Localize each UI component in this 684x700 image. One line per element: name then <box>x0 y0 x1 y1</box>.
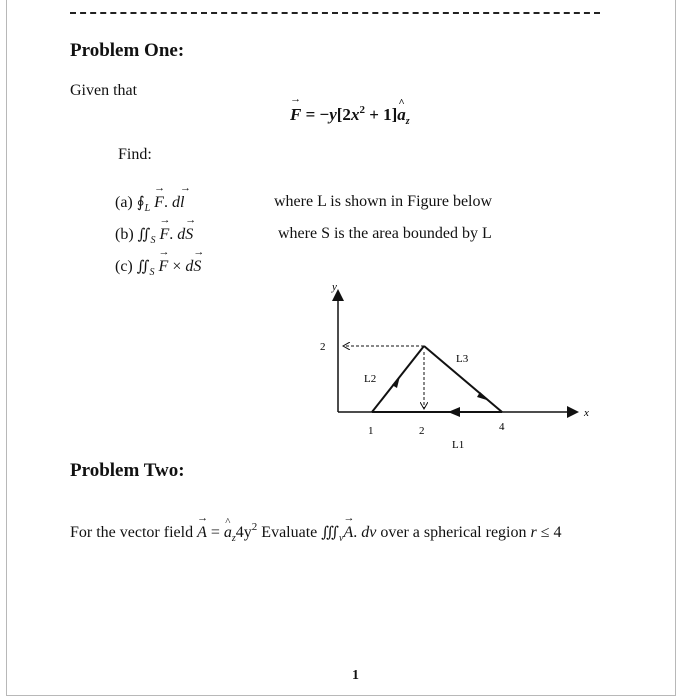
vector-f: → F <box>159 226 169 244</box>
bracket-open: [2 <box>336 105 351 124</box>
x-tick-2: 2 <box>419 425 425 437</box>
evaluate-text: Evaluate <box>257 524 322 541</box>
unit-vector-a: ^ a <box>224 524 232 542</box>
path-figure <box>300 280 610 460</box>
problem-one-heading: Problem One: <box>70 40 185 61</box>
problem-two-heading: Problem Two: <box>70 460 185 481</box>
integral-sub: S <box>149 267 155 278</box>
page-number: 1 <box>352 668 359 683</box>
integral-sub: v <box>339 533 344 544</box>
item-b <box>115 225 193 246</box>
integral-sub: S <box>150 235 156 246</box>
unit-vector-a: ^ a <box>397 105 406 125</box>
over-text: over a spherical region <box>376 524 531 541</box>
vector-f: → F <box>159 258 169 276</box>
var-r: r <box>530 524 537 541</box>
double-integral-icon: ∬ <box>136 259 150 275</box>
exponent: 2 <box>359 104 365 116</box>
integral-sub: L <box>144 203 151 214</box>
item-label: (a) <box>115 194 133 211</box>
var-y: y <box>329 105 337 124</box>
item-a <box>115 193 184 214</box>
bracket-close: + 1] <box>364 105 398 124</box>
unit-sub: z <box>231 533 236 544</box>
exponent: 2 <box>251 521 258 533</box>
vector-a: → A <box>197 524 207 542</box>
var-x: x <box>350 105 360 124</box>
label-l2: L2 <box>364 373 377 385</box>
unit-sub: z <box>405 116 410 127</box>
where-l-text: where L is shown in Figure below <box>274 193 493 210</box>
field-equation <box>290 104 410 127</box>
label-l1: L1 <box>452 439 465 451</box>
item-label: (b) <box>115 226 134 243</box>
vector-s: → S <box>185 226 193 244</box>
vector-s: → S <box>193 258 201 276</box>
x-tick-1: 1 <box>368 425 374 437</box>
field-intro: For the vector field <box>70 524 198 541</box>
given-text: Given that <box>70 82 138 99</box>
triple-integral-icon: ∭ <box>321 525 339 541</box>
contour-integral-icon: ∮ <box>136 195 145 211</box>
x-axis-label: x <box>584 407 589 419</box>
differential: d <box>171 194 180 211</box>
find-text: Find: <box>118 146 152 163</box>
differential: dv <box>361 524 377 541</box>
equals: = <box>206 524 224 541</box>
condition: ≤ 4 <box>536 524 562 541</box>
y-tick-2: 2 <box>320 341 326 353</box>
equals: = − <box>301 105 330 124</box>
double-integral-icon: ∬ <box>137 227 151 243</box>
differential: d <box>185 258 194 275</box>
x-tick-4: 4 <box>499 421 505 433</box>
coefficient: 4y <box>235 524 252 541</box>
problem-two-text <box>70 521 562 544</box>
differential: d <box>177 226 186 243</box>
where-s-text: where S is the area bounded by L <box>278 225 492 242</box>
vector-l: → l <box>180 194 184 212</box>
operator: . <box>169 226 178 243</box>
operator: . <box>163 194 172 211</box>
label-l3: L3 <box>456 353 469 365</box>
vector-a: → A <box>343 524 353 542</box>
item-label: (c) <box>115 258 133 275</box>
operator: × <box>168 258 186 275</box>
dashed-separator <box>70 12 600 14</box>
item-c <box>115 257 201 278</box>
vector-f: → F <box>290 105 301 125</box>
vector-f: → F <box>154 194 164 212</box>
y-axis-label: y <box>332 281 337 293</box>
operator: . <box>353 524 362 541</box>
l1-arrow <box>448 407 460 417</box>
